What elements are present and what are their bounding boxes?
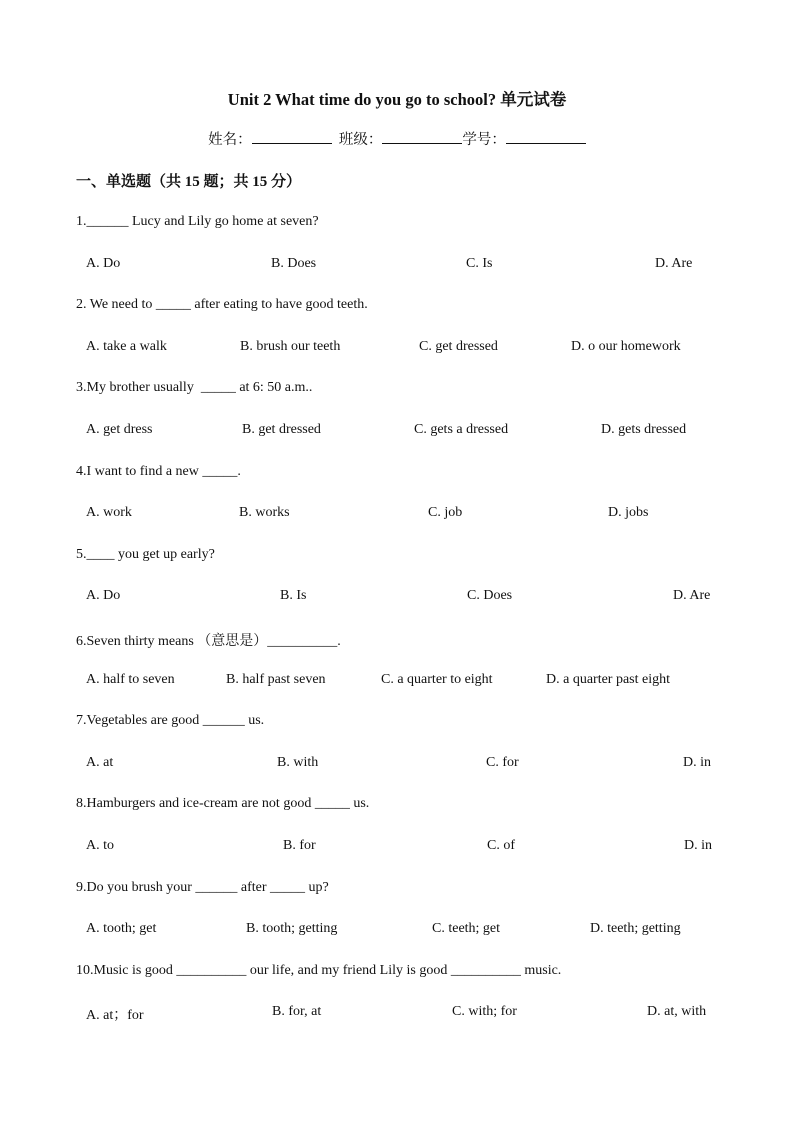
options-4 [76,505,736,525]
option-a[interactable]: A. half to seven [86,672,175,687]
option-d[interactable]: D. in [683,755,711,770]
id-blank[interactable] [506,129,586,144]
id-label: 学号： [462,132,506,148]
question-7: 7.Vegetables are good ______ us. [76,713,265,728]
question-4: 4.I want to find a new _____. [76,464,241,479]
option-a[interactable]: A. Do [86,588,121,603]
class-label: 班级： [338,132,383,148]
options-3 [76,422,736,442]
option-b[interactable]: B. for [283,838,316,853]
option-b[interactable]: B. Does [271,256,317,271]
option-c[interactable]: C. a quarter to eight [381,672,493,687]
option-d[interactable]: D. jobs [608,505,649,520]
options-7 [76,755,736,775]
option-d[interactable]: D. teeth; getting [590,921,681,936]
option-d[interactable]: D. o our homework [571,339,681,354]
question-1: 1.______ Lucy and Lily go home at seven? [76,214,319,229]
option-c[interactable]: C. teeth; get [432,921,501,936]
option-b[interactable]: B. Is [280,588,307,603]
option-d[interactable]: D. at, with [647,1004,707,1019]
question-3: 3.My brother usually _____ at 6: 50 a.m.. [76,380,313,395]
section-heading: 一、单选题（共 15 题；共 15 分） [76,174,302,190]
option-c[interactable]: C. Does [467,588,513,603]
option-d[interactable]: D. Are [655,256,693,271]
option-c[interactable]: C. gets a dressed [414,422,509,437]
option-d[interactable]: D. gets dressed [601,422,687,437]
question-6: 6.Seven thirty means （意思是）__________. [76,634,341,649]
option-d[interactable]: D. a quarter past eight [546,672,671,687]
question-10: 10.Music is good __________ our life, and my friend Lily is good __________ music. [76,963,562,978]
page-title: Unit 2 What time do you go to school? 单元试卷 [227,90,567,109]
options-9 [76,921,736,941]
option-b[interactable]: B. works [239,505,290,520]
option-b[interactable]: B. tooth; getting [246,921,338,936]
option-b[interactable]: B. get dressed [242,422,321,437]
options-8 [76,838,736,858]
options-2 [76,339,736,359]
question-9: 9.Do you brush your ______ after _____ up? [76,880,329,895]
student-info-line [0,128,794,149]
option-a[interactable]: A. take a walk [86,339,167,354]
option-a[interactable]: A. tooth; get [86,921,157,936]
options-1 [76,256,736,276]
options-6 [76,672,736,692]
option-a[interactable]: A. to [86,838,114,853]
option-c[interactable]: C. for [486,755,519,770]
option-c[interactable]: C. job [428,505,463,520]
option-a[interactable]: A. get dress [86,422,153,437]
option-c[interactable]: C. get dressed [419,339,498,354]
option-a[interactable]: A. work [86,505,132,520]
option-b[interactable]: B. brush our teeth [240,339,341,354]
name-blank[interactable] [252,129,332,144]
option-b[interactable]: B. for, at [272,1004,322,1019]
option-d[interactable]: D. Are [673,588,711,603]
option-d[interactable]: D. in [684,838,712,853]
option-a[interactable]: A. at；for [86,1008,144,1023]
option-c[interactable]: C. of [487,838,515,853]
option-b[interactable]: B. half past seven [226,672,326,687]
options-10 [76,1004,736,1024]
option-c[interactable]: C. Is [466,256,493,271]
question-5: 5.____ you get up early? [76,547,215,562]
option-a[interactable]: A. at [86,755,114,770]
option-a[interactable]: A. Do [86,256,121,271]
question-8: 8.Hamburgers and ice-cream are not good _____ us. [76,796,370,811]
class-blank[interactable] [382,129,462,144]
options-5 [76,588,736,608]
question-2: 2. We need to _____ after eating to have good teeth. [76,297,368,312]
name-label: 姓名： [208,132,252,148]
option-c[interactable]: C. with; for [452,1004,517,1019]
option-b[interactable]: B. with [277,755,319,770]
